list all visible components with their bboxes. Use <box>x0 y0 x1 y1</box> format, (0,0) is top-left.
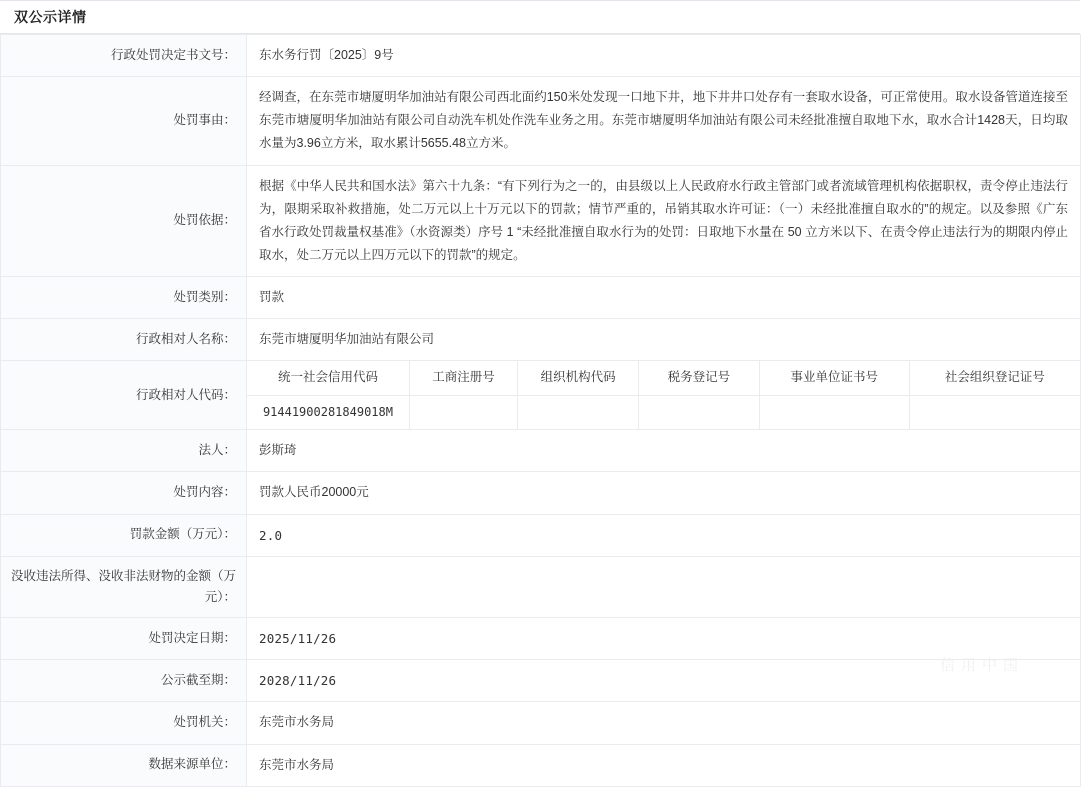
code-value-tax-reg <box>638 395 759 429</box>
table-row-authority <box>1 702 1081 744</box>
table-row-content <box>1 472 1081 514</box>
code-header-tax-reg: 税务登记号 <box>638 361 759 395</box>
value-doc-no: 东水务行罚〔2025〕9号 <box>247 35 1081 77</box>
code-value-usci: 91441900281849018M <box>247 395 409 429</box>
value-publicity-end: 2028/11/26 <box>247 660 1081 702</box>
value-party-code <box>247 361 1081 430</box>
code-value-org-code <box>518 395 639 429</box>
table-row-decision-date <box>1 618 1081 660</box>
code-header-org-code: 组织机构代码 <box>518 361 639 395</box>
code-header-institution-cert: 事业单位证书号 <box>759 361 909 395</box>
table-row-party-name <box>1 319 1081 361</box>
watermark: 信用中国 <box>939 657 1024 674</box>
value-party-name: 东莞市塘厦明华加油站有限公司 <box>247 319 1081 361</box>
code-value-institution-cert <box>759 395 909 429</box>
label-legal-person: 法人： <box>1 430 247 472</box>
label-decision-date: 处罚决定日期： <box>1 618 247 660</box>
value-legal-person: 彭斯琦 <box>247 430 1081 472</box>
value-data-source: 东莞市水务局 <box>247 744 1081 786</box>
code-header-business-reg: 工商注册号 <box>409 361 517 395</box>
page-title: 双公示详情 <box>14 9 87 25</box>
table-row-publicity-end <box>1 660 1081 702</box>
code-header-row <box>247 361 1080 395</box>
table-row-data-source <box>1 744 1081 786</box>
label-publicity-end: 公示截至期： <box>1 660 247 702</box>
label-category: 处罚类别： <box>1 277 247 319</box>
value-decision-date: 2025/11/26 <box>247 618 1081 660</box>
code-value-row <box>247 395 1080 429</box>
label-party-code: 行政相对人代码： <box>1 361 247 430</box>
code-header-social-org-cert: 社会组织登记证号 <box>909 361 1080 395</box>
label-party-name: 行政相对人名称： <box>1 319 247 361</box>
value-content: 罚款人民币20000元 <box>247 472 1081 514</box>
value-confiscate <box>247 556 1081 618</box>
value-amount: 2.0 <box>247 514 1081 556</box>
value-basis: 根据《中华人民共和国水法》第六十九条：“有下列行为之一的，由县级以上人民政府水行政主管部门或者流域管理机构依据职权，责令停止违法行为，限期采取补救措施，处二万元以上十万元以下的罚款；情节严重的，吊销其取水许可证：（一）未经批准擅自取水的”的规定。以及参照《广东省水行政处罚裁量权基准》（水资源类）序号 1 “未经批准擅自取水行为的处罚：日取地下水量在 50 立方米以下、在责令停止违法行为的期限内停止取水，处二万元以上四万元以下的罚款”的规定。 <box>247 165 1081 277</box>
label-reason: 处罚事由： <box>1 77 247 165</box>
label-doc-no: 行政处罚决定书文号： <box>1 35 247 77</box>
code-value-social-org-cert <box>909 395 1080 429</box>
value-reason: 经调查，在东莞市塘厦明华加油站有限公司西北面约150米处发现一口地下井，地下井井口处存有一套取水设备，可正常使用。取水设备管道连接至东莞市塘厦明华加油站有限公司自动洗车机处作洗车业务之用。东莞市塘厦明华加油站有限公司未经批准擅自取地下水，取水合计1428天，日均取水量为3.96立方米，取水累计5655.48立方米。 <box>247 77 1081 165</box>
page-title-bar <box>0 0 1080 34</box>
code-value-business-reg <box>409 395 517 429</box>
label-amount: 罚款金额（万元）： <box>1 514 247 556</box>
table-row-legal-person <box>1 430 1081 472</box>
label-basis: 处罚依据： <box>1 165 247 277</box>
table-row-party-code <box>1 361 1081 430</box>
table-row-doc-no <box>1 35 1081 77</box>
detail-table <box>0 34 1081 787</box>
value-category: 罚款 <box>247 277 1081 319</box>
table-row-reason <box>1 77 1081 165</box>
label-confiscate: 没收违法所得、没收非法财物的金额（万元）： <box>1 556 247 618</box>
party-code-table <box>247 361 1080 429</box>
table-row-basis <box>1 165 1081 277</box>
value-authority: 东莞市水务局 <box>247 702 1081 744</box>
table-row-confiscate <box>1 556 1081 618</box>
label-content: 处罚内容： <box>1 472 247 514</box>
table-row-category <box>1 277 1081 319</box>
label-authority: 处罚机关： <box>1 702 247 744</box>
label-data-source: 数据来源单位： <box>1 744 247 786</box>
code-header-usci: 统一社会信用代码 <box>247 361 409 395</box>
table-row-amount <box>1 514 1081 556</box>
